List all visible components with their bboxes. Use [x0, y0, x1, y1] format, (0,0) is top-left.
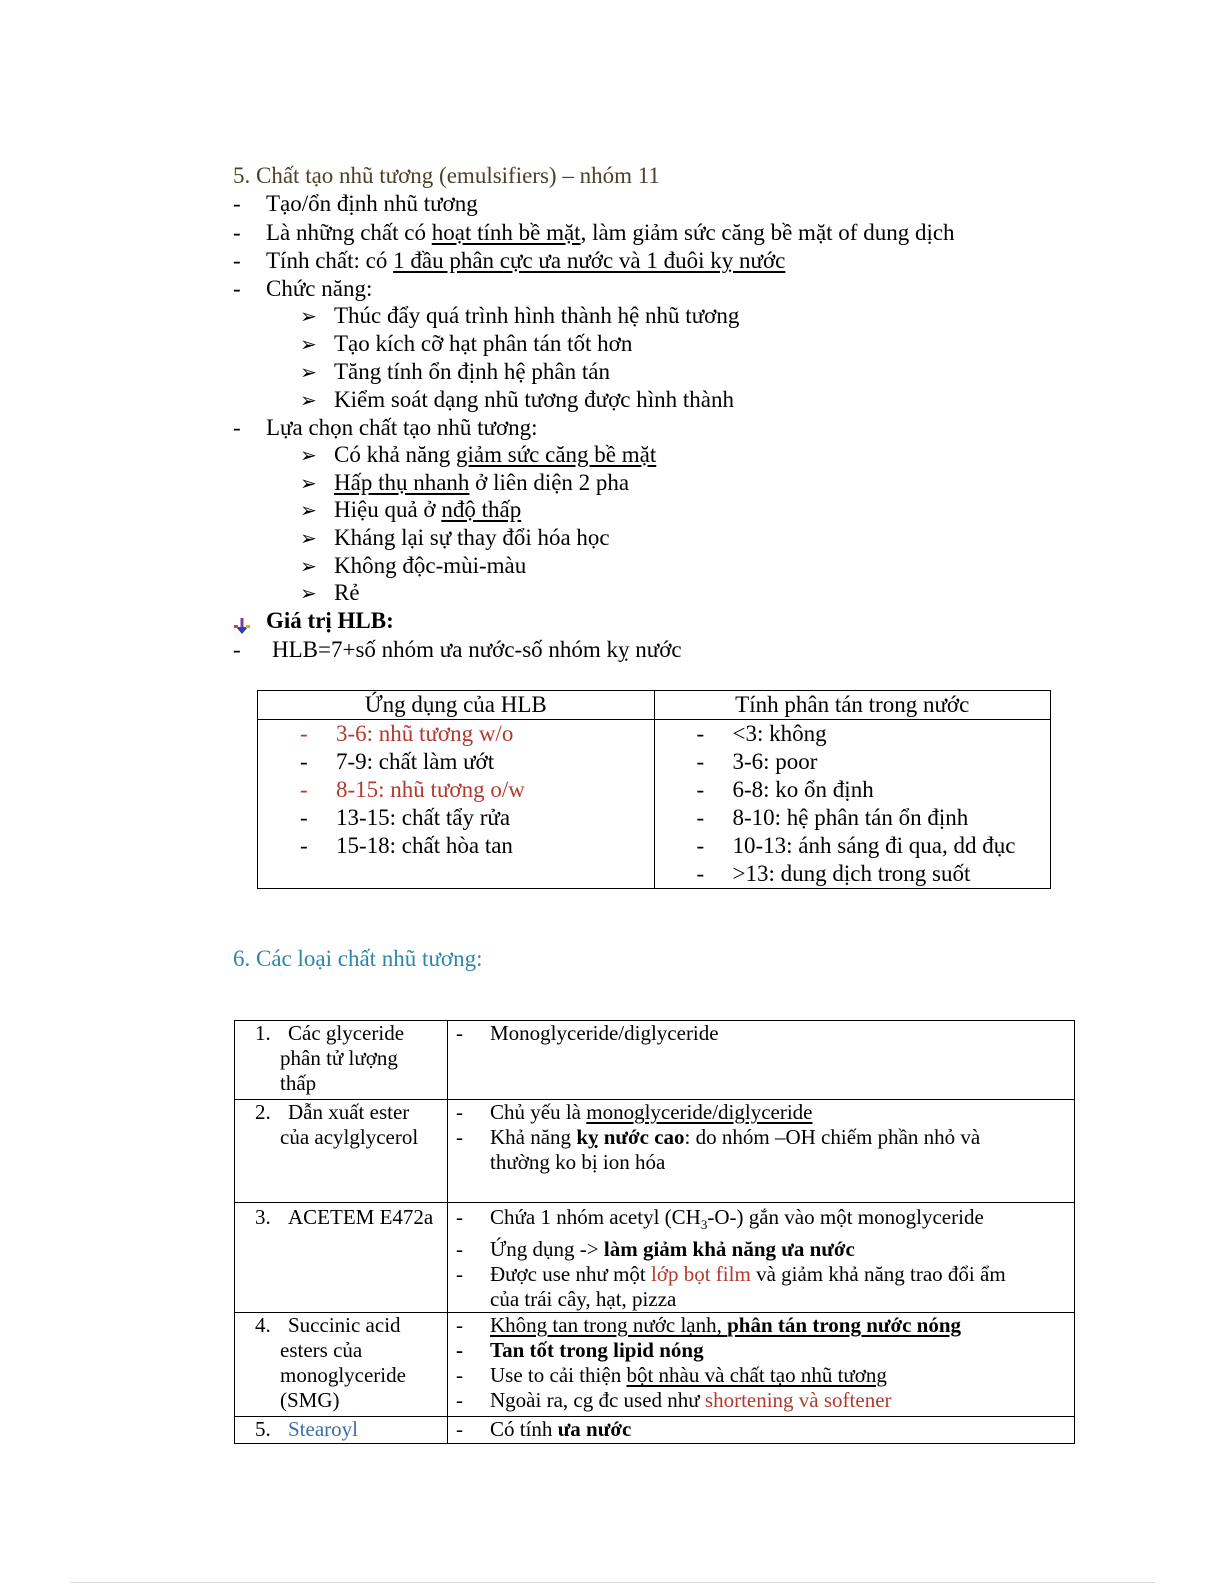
table-row — [235, 1203, 1075, 1313]
bullet-dash: - — [233, 637, 241, 662]
type-name-cell: 1. Các glyceride phân tử lượng thấp — [235, 1021, 448, 1100]
hlb-heading: Giá trị HLB: — [266, 608, 394, 633]
list-item: - 7-9: chất làm ướt — [300, 749, 495, 774]
arrow-bullet-icon: ➢ — [300, 334, 317, 356]
hlb-col-header-application: Ứng dụng của HLB — [258, 691, 655, 720]
arrow-bullet-icon: ➢ — [300, 473, 317, 495]
arrow-bullet-icon: ➢ — [300, 390, 317, 412]
arrow-item: ➢ Tạo kích cỡ hạt phân tán tốt hơn — [300, 330, 632, 359]
hlb-table — [257, 690, 1051, 889]
type-name-cell: 4. Succinic acid esters của monoglyceride (SMG) — [235, 1313, 448, 1417]
table-row — [235, 1100, 1075, 1203]
arrow-bullet-icon: ➢ — [300, 306, 317, 328]
table-row — [235, 1021, 1075, 1100]
list-item: - 3-6: poor — [696, 749, 818, 774]
section-6-heading: 6. Các loại chất nhũ tương: — [233, 946, 483, 971]
list-item: - 8-10: hệ phân tán ổn định — [696, 805, 969, 830]
list-item: - >13: dung dịch trong suốt — [696, 861, 971, 886]
section-5-heading: 5. Chất tạo nhũ tương (emulsifiers) – nhóm 11 — [233, 163, 660, 188]
hlb-application-cell — [258, 720, 655, 889]
list-item: - <3: không — [696, 721, 827, 746]
list-item: - 10-13: ánh sáng đi qua, dd đục — [696, 833, 1016, 858]
bullet-text: Lựa chọn chất tạo nhũ tương: — [266, 415, 538, 440]
page-bottom-rule — [70, 1582, 1155, 1583]
type-desc-cell: - Không tan trong nước lạnh, phân tán trong nước nóng - Tan tốt trong lipid nóng - Use to cải thiện bột nhàu và chất tạo nhũ tương - Ngoài ra, cg đc used như shortening và softener — [448, 1313, 1075, 1417]
hlb-dispersion-cell — [654, 720, 1051, 889]
type-desc-cell: - Có tính ưa nước — [448, 1417, 1075, 1444]
pin-arrow-icon — [232, 616, 252, 636]
list-item: - 6-8: ko ổn định — [696, 777, 874, 802]
bullet-dash: - — [233, 276, 241, 301]
arrow-item: ➢ Không độc-mùi-màu — [300, 552, 526, 581]
emulsifier-types-table — [234, 1020, 1075, 1444]
arrow-item: ➢ Hấp thụ nhanh ở liên diện 2 pha — [300, 469, 629, 498]
list-item: - 13-15: chất tẩy rửa — [300, 805, 511, 830]
arrow-item: ➢ Kiểm soát dạng nhũ tương được hình thành — [300, 386, 734, 415]
bullet-text: Tạo/ổn định nhũ tương — [266, 191, 478, 216]
type-desc-cell: - Chứa 1 nhóm acetyl $(CH_3-O-)$ gắn vào một monoglyceride - Ứng dụng -> làm giảm khả năng ưa nước - Được use như một lớp bọt film và giảm khả năng trao đổi ẩm của trái cây, hạt, pizza — [448, 1203, 1075, 1313]
table-row — [235, 1313, 1075, 1417]
type-desc-cell: - Chủ yếu là monoglyceride/diglyceride - Khả năng kỵ nước cao: do nhóm –OH chiếm phần nhỏ và thường ko bị ion hóa — [448, 1100, 1075, 1203]
arrow-bullet-icon: ➢ — [300, 556, 317, 578]
arrow-item: ➢ Thúc đẩy quá trình hình thành hệ nhũ tương — [300, 302, 739, 331]
arrow-bullet-icon: ➢ — [300, 445, 317, 467]
arrow-bullet-icon: ➢ — [300, 362, 317, 384]
arrow-item: ➢ Có khả năng giảm sức căng bề mặt — [300, 441, 656, 470]
bullet-dash: - — [233, 191, 241, 216]
list-item: - 15-18: chất hòa tan — [300, 833, 513, 858]
type-name-cell: 3. ACETEM E472a — [235, 1203, 448, 1313]
list-item: - 8-15: nhũ tương o/w — [300, 777, 525, 802]
bullet-dash: - — [233, 248, 241, 273]
type-name-cell: 5. Stearoyl — [235, 1417, 448, 1444]
arrow-item: ➢ Hiệu quả ở nđộ thấp — [300, 496, 521, 525]
arrow-bullet-icon: ➢ — [300, 500, 317, 522]
arrow-item: ➢ Rẻ — [300, 579, 360, 608]
arrow-bullet-icon: ➢ — [300, 528, 317, 550]
bullet-text: Tính chất: có 1 đầu phân cực ưa nước và 1 đuôi kỵ nước — [266, 248, 786, 273]
type-desc-cell: - Monoglyceride/diglyceride — [448, 1021, 1075, 1100]
list-item: - 3-6: nhũ tương w/o — [300, 721, 514, 746]
bullet-text: Là những chất có hoạt tính bề mặt, làm giảm sức căng bề mặt of dung dịch — [266, 220, 955, 245]
arrow-item: ➢ Kháng lại sự thay đổi hóa học — [300, 524, 610, 553]
arrow-bullet-icon: ➢ — [300, 583, 317, 605]
hlb-col-header-dispersion: Tính phân tán trong nước — [654, 691, 1051, 720]
type-name-cell: 2. Dẫn xuất ester của acylglycerol — [235, 1100, 448, 1203]
hlb-formula: HLB=7+số nhóm ưa nước-số nhóm kỵ nước — [272, 637, 682, 662]
bullet-dash: - — [233, 220, 241, 245]
bullet-dash: - — [233, 415, 241, 440]
arrow-item: ➢ Tăng tính ổn định hệ phân tán — [300, 358, 610, 387]
bullet-text: Chức năng: — [266, 276, 373, 301]
table-row — [235, 1417, 1075, 1444]
